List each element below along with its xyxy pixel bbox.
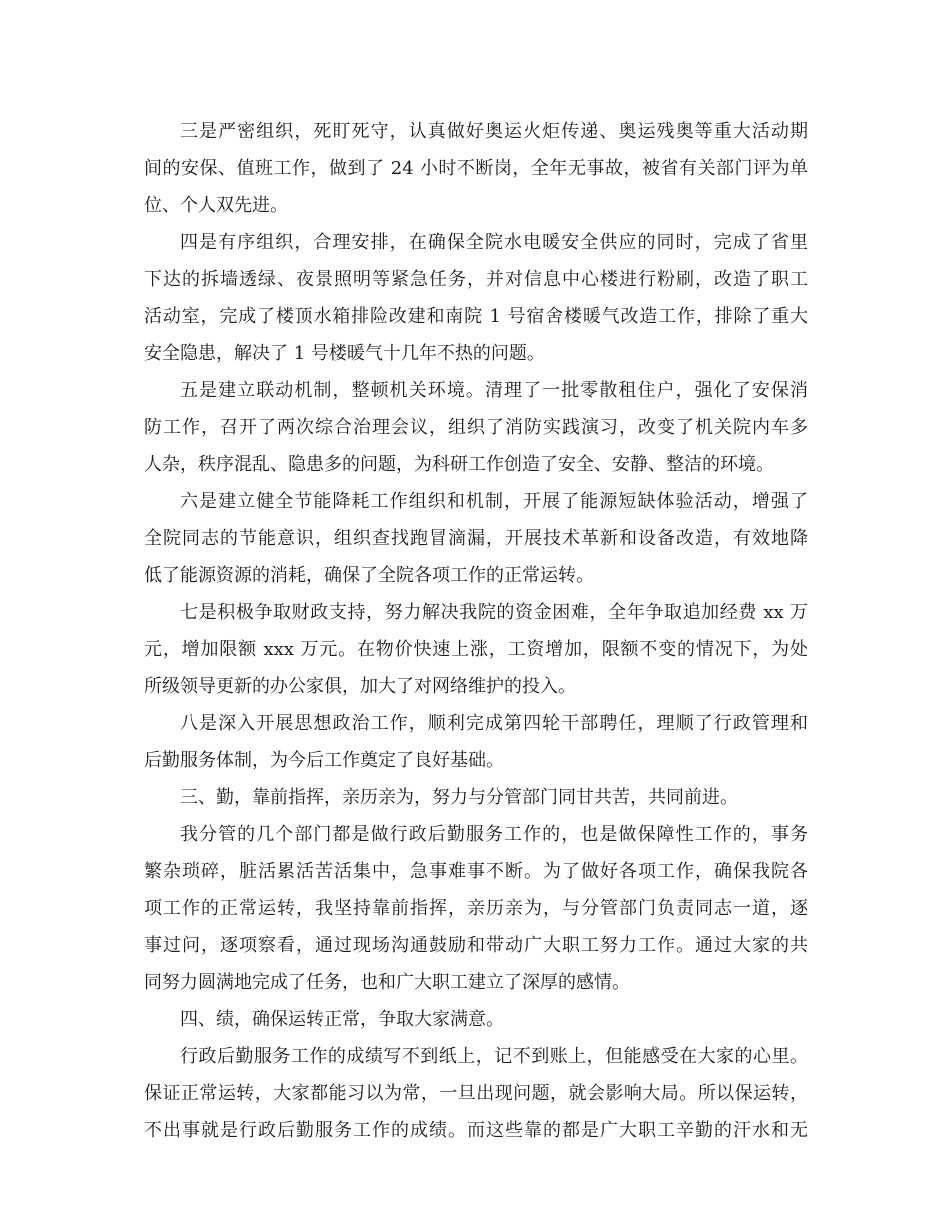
paragraph-line: 全院同志的节能意识，组织查找跑冒滴漏，开展技术革新和设备改造，有效地降 [144,528,808,549]
section-heading: 三、勤，靠前指挥，亲历亲为，努力与分管部门同甘共苦，共同前进。 [180,787,738,808]
paragraph-line: 七是积极争取财政支持，努力解决我院的资金困难，全年争取追加经费 xx 万 [180,602,808,623]
document-body [144,113,808,1149]
paragraph-line: 四是有序组织，合理安排，在确保全院水电暖安全供应的同时，完成了省里 [180,232,808,253]
paragraph-line: 事过问，逐项察看，通过现场沟通鼓励和带动广大职工努力工作。通过大家的共 [144,935,808,956]
paragraph-line: 行政后勤服务工作的成绩写不到纸上，记不到账上，但能感受在大家的心里。 [180,1046,808,1067]
paragraph-line: 活动室，完成了楼顶水箱排险改建和南院 1 号宿舍楼暖气改造工作，排除了重大 [144,306,808,327]
paragraph-line: 八是深入开展思想政治工作，顺利完成第四轮干部聘任，理顺了行政管理和 [180,713,808,734]
paragraph-line: 五是建立联动机制，整顿机关环境。清理了一批零散租住户，强化了安保消 [180,380,808,401]
paragraph-line: 位、个人双先进。 [144,195,288,216]
paragraph-line: 下达的拆墙透绿、夜景照明等紧急任务，并对信息中心楼进行粉刷，改造了职工 [144,269,808,290]
paragraph-line: 繁杂琐碎，脏活累活苦活集中，急事难事不断。为了做好各项工作，确保我院各 [144,861,808,882]
paragraph-line: 项工作的正常运转，我坚持靠前指挥，亲历亲为，与分管部门负责同志一道，逐 [144,898,808,919]
paragraph-line: 六是建立健全节能降耗工作组织和机制，开展了能源短缺体验活动，增强了 [180,491,808,512]
paragraph-line: 防工作，召开了两次综合治理会议，组织了消防实践演习，改变了机关院内车多 [144,417,808,438]
paragraph-line: 元，增加限额 xxx 万元。在物价快速上涨，工资增加，限额不变的情况下，为处 [144,639,808,660]
paragraph-line: 人杂，秩序混乱、隐患多的问题，为科研工作创造了安全、安静、整洁的环境。 [144,454,774,475]
paragraph-line: 间的安保、值班工作，做到了 24 小时不断岗，全年无事故，被省有关部门评为单 [144,158,808,179]
paragraph-line: 保证正常运转，大家都能习以为常，一旦出现问题，就会影响大局。所以保运转， [144,1083,808,1104]
paragraph-line: 后勤服务体制，为今后工作奠定了良好基础。 [144,750,504,771]
section-heading: 四、绩，确保运转正常，争取大家满意。 [180,1009,504,1030]
paragraph-line: 我分管的几个部门都是做行政后勤服务工作的，也是做保障性工作的，事务 [180,824,808,845]
paragraph-line: 安全隐患，解决了 1 号楼暖气十几年不热的问题。 [144,343,545,364]
paragraph-line: 同努力圆满地完成了任务，也和广大职工建立了深厚的感情。 [144,972,630,993]
paragraph-line: 低了能源资源的消耗，确保了全院各项工作的正常运转。 [144,565,594,586]
paragraph-line: 不出事就是行政后勤服务工作的成绩。而这些靠的都是广大职工辛勤的汗水和无 [144,1120,808,1141]
paragraph-line: 所级领导更新的办公家俱，加大了对网络维护的投入。 [144,676,576,697]
paragraph-line: 三是严密组织，死盯死守，认真做好奥运火炬传递、奥运残奥等重大活动期 [180,121,808,142]
